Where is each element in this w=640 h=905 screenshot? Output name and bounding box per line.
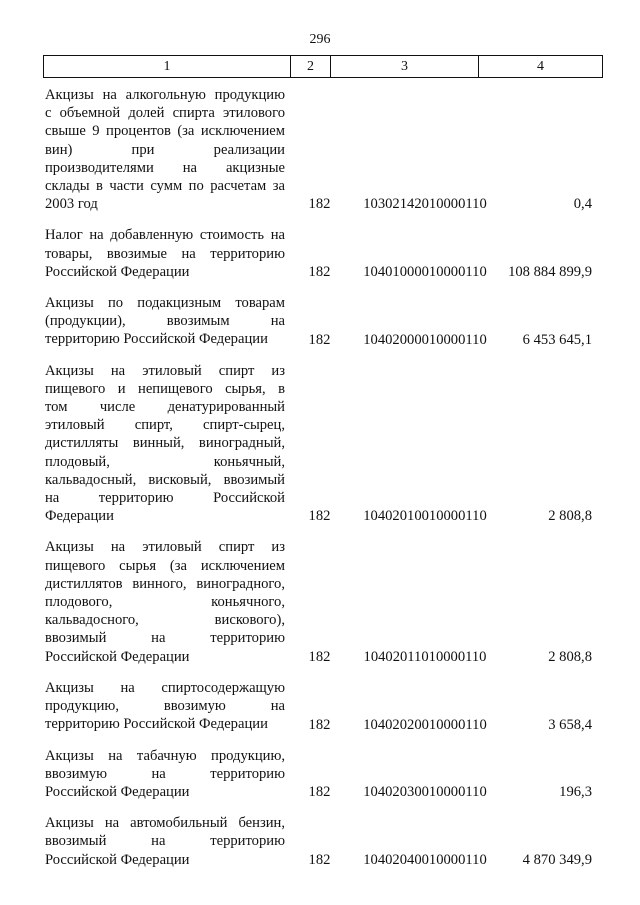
amount-value: 2 808,8: [548, 648, 592, 665]
table-row: [45, 814, 605, 869]
administrator-code: 182: [308, 716, 331, 733]
table-row: [45, 747, 605, 802]
revenue-item-name-line: пищевого и непищевого сырья, в: [45, 380, 285, 397]
administrator-code: 182: [308, 508, 331, 525]
column-header-4: 4: [479, 56, 603, 78]
revenue-item-name-line: ввозимую на территорию: [45, 765, 285, 782]
revenue-item-name: [45, 679, 285, 734]
revenue-item-name: [45, 86, 285, 213]
revenue-item-name-line: Российской Федерации: [45, 783, 190, 800]
administrator-code: 182: [308, 648, 331, 665]
revenue-item-name-line: Акцизы на автомобильный бензин,: [45, 815, 285, 832]
revenue-item-name-line: Акцизы на этиловый спирт из: [45, 362, 285, 379]
amount-value: 196,3: [559, 784, 592, 801]
table-row: [45, 86, 605, 213]
budget-classification-code: 10402010010000110: [363, 508, 487, 525]
administrator-code: 182: [308, 196, 331, 213]
column-header-table: [43, 55, 603, 78]
revenue-item-name: [45, 538, 285, 665]
revenue-item-name-line: производителями на акцизные: [45, 159, 285, 176]
revenue-item-name-line: склады в части сумм по расчетам за: [45, 178, 285, 195]
administrator-code: 182: [308, 784, 331, 801]
revenue-item-name-line: дистиллятов винного, виноградного,: [45, 575, 285, 592]
administrator-code: 182: [308, 851, 331, 868]
revenue-item-name-line: этиловый спирт, спирт-сырец,: [45, 417, 285, 434]
amount-value: 2 808,8: [548, 508, 592, 525]
revenue-item-name-line: Акцизы на спиртосодержащую: [45, 679, 285, 696]
revenue-item-name-line: Российской Федерации: [45, 648, 190, 665]
revenue-item-name-line: товары, ввозимые на территорию: [45, 245, 285, 262]
revenue-item-name-line: Акцизы по подакцизным товарам: [45, 295, 285, 312]
revenue-item-name-line: ввозимый на территорию: [45, 833, 285, 850]
revenue-item-name: [45, 747, 285, 802]
revenue-table-body: [45, 86, 605, 882]
revenue-item-name-line: плодового, коньячного,: [45, 594, 285, 611]
revenue-item-name: [45, 362, 285, 526]
amount-value: 0,4: [573, 196, 592, 213]
amount-value: 108 884 899,9: [508, 264, 592, 281]
revenue-item-name: [45, 814, 285, 869]
revenue-item-name-line: территорию Российской Федерации: [45, 331, 268, 348]
budget-classification-code: 10402030010000110: [363, 784, 487, 801]
revenue-item-name-line: Налог на добавленную стоимость на: [45, 227, 285, 244]
table-row: [45, 538, 605, 665]
budget-classification-code: 10402011010000110: [363, 648, 487, 665]
revenue-item-name-line: свыше 9 процентов (за исключением: [45, 123, 285, 140]
administrator-code: 182: [308, 264, 331, 281]
revenue-item-name-line: на территорию Российской: [45, 490, 285, 507]
revenue-item-name-line: Федерации: [45, 508, 114, 525]
revenue-item-name-line: (продукции), ввозимым на: [45, 313, 285, 330]
column-header-3: 3: [331, 56, 479, 78]
revenue-item-name-line: кальвадосного, вискового),: [45, 612, 285, 629]
column-header-row: [44, 56, 603, 78]
page-number: 296: [309, 32, 331, 47]
column-header-1: 1: [44, 56, 291, 78]
column-header-2: 2: [291, 56, 331, 78]
revenue-item-name-line: с объемной долей спирта этилового: [45, 105, 285, 122]
revenue-item-name-line: Акцизы на табачную продукцию,: [45, 747, 285, 764]
budget-classification-code: 10402000010000110: [363, 331, 487, 348]
table-row: [45, 294, 605, 349]
budget-classification-code: 10302142010000110: [363, 196, 487, 213]
revenue-item-name-line: Акцизы на алкогольную продукцию: [45, 87, 285, 103]
administrator-code: 182: [308, 331, 331, 348]
budget-classification-code: 10402020010000110: [363, 716, 487, 733]
revenue-item-name-line: плодовый, коньячный,: [45, 453, 285, 470]
budget-classification-code: 10401000010000110: [363, 264, 487, 281]
budget-classification-code: 10402040010000110: [363, 851, 487, 868]
revenue-item-name-line: пищевого сырья (за исключением: [45, 557, 285, 574]
revenue-item-name-line: 2003 год: [45, 196, 98, 213]
amount-value: 4 870 349,9: [522, 851, 592, 868]
revenue-item-name-line: Российской Федерации: [45, 851, 190, 868]
revenue-item-name-line: вин) при реализации: [45, 141, 285, 158]
table-row: [45, 362, 605, 526]
revenue-item-name-line: том числе денатурированный: [45, 399, 285, 416]
amount-value: 6 453 645,1: [522, 331, 592, 348]
table-row: [45, 679, 605, 734]
revenue-item-name: [45, 294, 285, 349]
revenue-item-name-line: продукцию, ввозимую на: [45, 698, 285, 715]
revenue-item-name-line: Акцизы на этиловый спирт из: [45, 539, 285, 556]
revenue-item-name-line: территорию Российской Федерации: [45, 716, 268, 733]
revenue-item-name-line: кальвадосный, висковый, ввозимый: [45, 471, 285, 488]
revenue-item-name: [45, 226, 285, 281]
amount-value: 3 658,4: [548, 716, 592, 733]
table-row: [45, 226, 605, 281]
revenue-item-name-line: ввозимый на территорию: [45, 630, 285, 647]
revenue-item-name-line: дистилляты винный, виноградный,: [45, 435, 285, 452]
revenue-item-name-line: Российской Федерации: [45, 263, 190, 280]
